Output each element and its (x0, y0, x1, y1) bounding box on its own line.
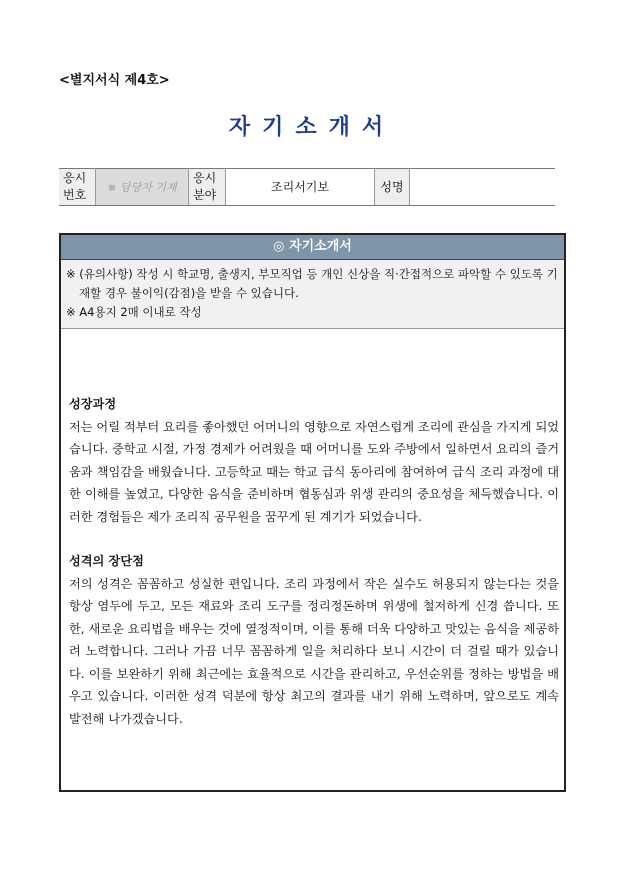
section-growth (69, 393, 559, 528)
caution-note: ※ (유의사항) 작성 시 학교명, 출생지, 부모직업 등 개인 신상을 직·간접적으로 파악할 수 있도록 기재할 경우 불이익(감점)을 받을 수 있습니다. (66, 267, 558, 300)
name-field[interactable] (410, 169, 556, 206)
exam-number-label: 응시 번호 (59, 169, 96, 206)
notes-panel (61, 260, 564, 329)
section-text: 저의 성격은 꼼꼼하고 성실한 편입니다. 조리 과정에서 작은 실수도 허용되지 않는다는 것을 항상 염두에 두고, 모든 재료와 조리 도구를 정리정돈하며 위생에 철저하게 신경 씁니다. 또한, 새로운 요리법을 배우는 것에 열정적이며, 이를 통해 더욱 다양하고 맛있는 음식을 제공하려 노력합니다. 그러나 가끔 너무 꼼꼼하게 일을 처리하다 보니 시간이 더 걸릴 때가 있습니다. 이를 보완하기 위해 최근에는 효율적으로 시간을 관리하고, 우선순위를 정하는 방법을 배우고 있습니다. 이러한 성격 덕분에 항상 최고의 결과를 내기 위해 노력하며, 앞으로도 계속 발전해 나가겠습니다. (69, 576, 559, 726)
section-text: 저는 어릴 적부터 요리를 좋아했던 어머니의 영향으로 자연스럽게 조리에 관심을 가지게 되었습니다. 중학교 시절, 가정 경제가 어려웠을 때 어머니를 도와 주방에서 일하면서 요리의 즐거움과 책임감을 배웠습니다. 고등학교 때는 학교 급식 동아리에 참여하여 급식 조리 과정에 대한 이해를 높였고, 다양한 음식을 준비하며 협동심과 위생 관리의 중요성을 체득했습니다. 이러한 경험들은 제가 조리직 공무원을 꿈꾸게 된 계기가 되었습니다. (69, 419, 559, 524)
section-title: 성격의 장단점 (69, 554, 144, 568)
self-introduction-box (59, 233, 566, 792)
exam-field-label: 응시 분야 (189, 169, 226, 206)
document-title: 자기소개서 (228, 115, 396, 140)
page-limit-note: ※ A4용지 2매 이내로 작성 (66, 305, 202, 319)
section-personality (69, 550, 559, 730)
self-introduction-header: ◎ 자기소개서 (61, 235, 564, 260)
name-label: 성명 (375, 169, 410, 206)
section-title: 성장과정 (69, 397, 117, 411)
form-number-label: <별지서식 제4호> (59, 73, 170, 88)
applicant-info-table (59, 168, 555, 206)
exam-field-value[interactable]: 조리서기보 (226, 169, 375, 206)
exam-number-officer-field[interactable]: ※ 담당자 기재 (96, 169, 189, 206)
essay-body[interactable] (69, 393, 559, 752)
